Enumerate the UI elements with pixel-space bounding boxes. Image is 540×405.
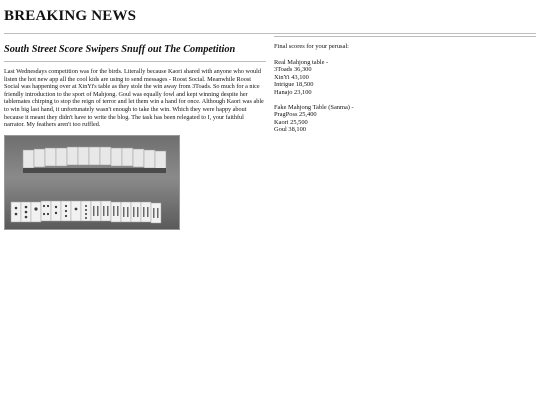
player-score: Kaori 25,500	[274, 118, 308, 126]
mahjong-tiles-photo	[4, 135, 180, 230]
scores-column	[274, 36, 536, 141]
headline-divider	[4, 61, 266, 62]
player-score: Goul 38,100	[274, 126, 306, 134]
article-headline: South Street Score Swipers Snuff out The Competition	[4, 44, 236, 55]
scores-divider	[274, 36, 536, 37]
player-score: Hanajo 23,100	[274, 88, 312, 96]
player-score: Intrigue 18,500	[274, 81, 314, 89]
player-score: XinYi 43,100	[274, 73, 309, 81]
article-column	[4, 44, 266, 230]
top-divider	[4, 33, 536, 34]
score-table-sanma	[274, 104, 536, 134]
scores-intro: Final scores for your perusal:	[274, 43, 349, 50]
article-body: Last Wednesdays competition was for the birds. Literally because Kaori shared with anyone who would listen the hot new app all the cool kids are using to send messages - Roost Social. Meanwhile Roost Social was happening over at XinYi's table as they stole the win away from 3Toads. So much for a nice friendly introduction to the sport of Mahjong. Goul was equally fowl and kept winning despite her tablemates chirping to stop the reign of terror and let them win a hand for once. Although Kaori was able to win big last hand, it unfortunately wasn't enough to take the win. Which they were happy about because it meant they didn't have to write the blog. The task has been relegated to I, your faithful narrator. My feathers aren't too ruffled.	[4, 68, 264, 129]
score-table-title: Fake Mahjong Table (Sanma) -	[274, 103, 354, 111]
masthead-title: BREAKING NEWS	[4, 8, 137, 24]
player-score: 3Toads 36,300	[274, 66, 312, 74]
score-table-real	[274, 59, 536, 97]
player-score: PragPoss 25,400	[274, 111, 317, 119]
score-table-title: Real Mahjong table -	[274, 58, 329, 66]
